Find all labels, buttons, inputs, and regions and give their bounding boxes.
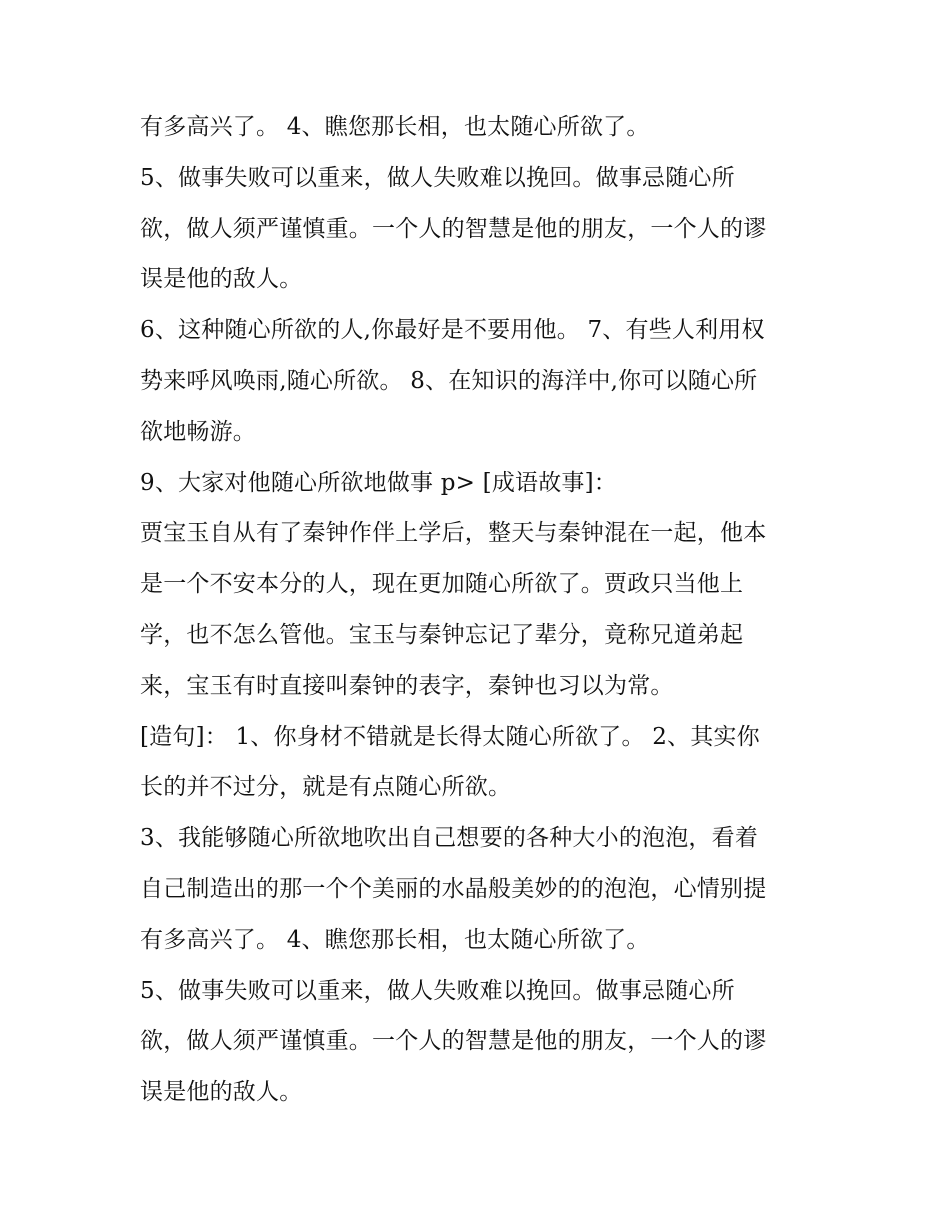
text-line: 来，宝玉有时直接叫秦钟的表字，秦钟也习以为常。 (140, 672, 674, 699)
text-line: 长的并不过分，就是有点随心所欲。 (140, 774, 512, 801)
text-line: 是一个不安本分的人，现在更加随心所欲了。贾政只当他上 (140, 571, 744, 598)
text-line: 有多高兴了。 4、瞧您那长相，也太随心所欲了。 (140, 114, 650, 140)
text-line: 自己制造出的那一个个美丽的水晶般美妙的的泡泡，心情别提 (140, 875, 767, 902)
text-line: 欲，做人须严谨慎重。一个人的智慧是他的朋友，一个人的谬 (140, 215, 767, 242)
text-line: 欲地畅游。 (140, 418, 256, 445)
text-line: 欲，做人须严谨慎重。一个人的智慧是他的朋友，一个人的谬 (140, 1028, 767, 1055)
text-line: 5、做事失败可以重来，做人失败难以挽回。做事忌随心所 (140, 164, 735, 191)
text-line: 9、大家对他随心所欲地做事 p> [成语故事]： (140, 469, 617, 496)
text-line: 贾宝玉自从有了秦钟作伴上学后，整天与秦钟混在一起，他本 (140, 520, 767, 547)
text-line: 3、我能够随心所欲地吹出自己想要的各种大小的泡泡，看着 (140, 825, 759, 852)
text-line: [造句]： 1、你身材不错就是长得太随心所欲了。 2、其实你 (140, 723, 760, 750)
text-line: 有多高兴了。 4、瞧您那长相，也太随心所欲了。 (140, 926, 650, 953)
text-line: 学，也不怎么管他。宝玉与秦钟忘记了辈分，竟称兄道弟起 (140, 621, 744, 648)
text-line: 误是他的敌人。 (140, 1079, 303, 1106)
text-line: 误是他的敌人。 (140, 266, 303, 293)
document-body (140, 102, 820, 1118)
text-line: 势来呼风唤雨,随心所欲。 8、在知识的海洋中,你可以随心所 (140, 367, 758, 394)
text-line: 5、做事失败可以重来，做人失败难以挽回。做事忌随心所 (140, 977, 735, 1004)
text-line: 6、这种随心所欲的人,你最好是不要用他。 7、有些人利用权 (140, 317, 765, 344)
